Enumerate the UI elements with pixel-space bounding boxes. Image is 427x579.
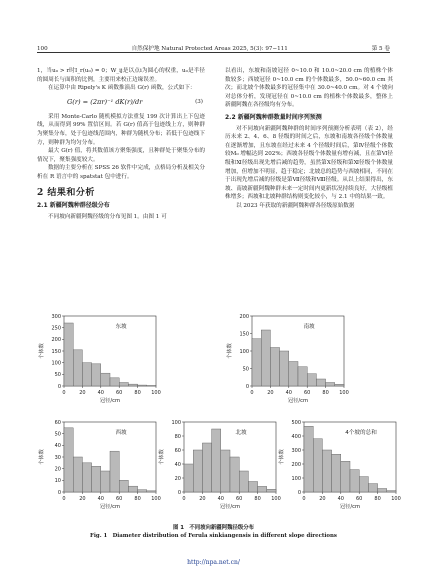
- paragraph: 数据的主要分析在 SPSS 26 软件中完成，点格局分析及相关分析在 R 语言中的 spatstat 包中进行。: [37, 165, 205, 180]
- histogram-bar: [82, 463, 91, 492]
- x-tick-label: 100: [339, 390, 349, 396]
- y-axis-label: 个体数: [159, 449, 165, 465]
- y-tick-label: 80: [174, 433, 181, 440]
- equation: [37, 93, 205, 113]
- x-axis-label: 冠径/cm: [287, 398, 309, 404]
- histogram-total: [278, 416, 402, 516]
- x-tick-label: 20: [267, 390, 274, 396]
- histogram-bar: [261, 330, 270, 386]
- histogram-bar: [332, 454, 341, 492]
- histogram-bar: [212, 429, 221, 492]
- y-tick-label: 20: [174, 475, 181, 482]
- histogram-bar: [119, 480, 128, 492]
- x-tick-label: 20: [79, 390, 86, 396]
- histogram-bar: [298, 367, 307, 386]
- x-tick-label: 80: [254, 496, 261, 502]
- histogram-bar: [64, 323, 73, 386]
- histogram-bar: [73, 350, 82, 386]
- histogram-bar: [239, 471, 248, 492]
- x-axis-label: 冠径/cm: [339, 504, 361, 510]
- histogram-bar: [341, 461, 350, 492]
- histogram-west: [38, 416, 162, 516]
- x-tick-label: 40: [97, 390, 104, 396]
- histogram-bar: [82, 363, 91, 386]
- x-tick-label: 40: [217, 496, 224, 502]
- y-tick-label: 30: [54, 454, 61, 461]
- figure-caption-cn: 图 1 不同坡向新疆阿魏径级分布: [172, 525, 255, 531]
- x-tick-label: 0: [62, 496, 66, 502]
- y-tick-label: 150: [51, 348, 61, 355]
- y-tick-label: 500: [291, 419, 301, 426]
- histogram-bar: [101, 471, 110, 492]
- x-tick-label: 80: [134, 496, 141, 502]
- paragraph: 不同坡向新疆阿魏径级的分布见图 1。由图 1 可: [48, 213, 167, 220]
- figure-caption-en: Fig. 1 Diameter distribution of Ferula sinkiangensis in different slope directions: [90, 533, 337, 539]
- histogram-bar: [378, 489, 387, 493]
- histogram-bar: [359, 477, 368, 492]
- histogram-bar: [313, 439, 322, 492]
- histogram-north: [158, 416, 282, 516]
- histogram-bar: [267, 489, 276, 492]
- x-tick-label: 60: [356, 496, 363, 502]
- y-tick-label: 200: [239, 313, 249, 320]
- y-axis-label: 个体数: [227, 343, 233, 359]
- histogram-bar: [193, 450, 202, 492]
- histogram-bar: [138, 490, 147, 492]
- y-tick-label: 300: [51, 313, 61, 320]
- histogram-bar: [258, 486, 267, 492]
- y-tick-label: 60: [54, 419, 61, 426]
- y-tick-label: 20: [54, 466, 61, 473]
- x-tick-label: 40: [337, 496, 344, 502]
- paragraph: 以 2023 年获取的新疆阿魏种群各径级原始数据: [236, 202, 355, 209]
- paragraph: 对不同坡向新疆阿魏种群的时间序列预测分析表明（表 2），经历未来 2、4、6、8 径级的时间之后，东坡和南坡各径级个体数量在逐渐增加，且东坡在经过未来 4 个径级时间后，第Ⅳ径级个体数较M₀ 增幅达到 202%；西坡各径级个体数量有增有减，且在第Ⅵ径级和Ⅺ径级出现先增后减的趋势，虽然第Ⅹ径级和第Ⅺ径级个体数量增加，但增加不明显，趋于稳定；北坡总的趋势与西坡相同，不同在于出现先增后减的径级是第Ⅶ径级和Ⅷ径级。从以上结果得出，东坡、南坡新疆阿魏种群未来一定时间内更新状况持续良好，大径级植株增多；西坡和北坡种群结构则变化较小，与 2.1 中的结果一致。: [225, 125, 393, 201]
- histogram-bar: [110, 378, 119, 386]
- y-tick-label: 50: [242, 366, 249, 373]
- x-tick-label: 0: [250, 390, 254, 396]
- section-heading: 2 结果和分析: [37, 187, 95, 198]
- journal-info: 自然保护地 Natural Protected Areas 2025, 5(3): 97−111: [131, 46, 288, 52]
- x-tick-label: 0: [302, 496, 306, 502]
- histogram-bar: [304, 426, 313, 492]
- histogram-bar: [184, 464, 193, 492]
- histogram-bar: [92, 466, 101, 492]
- histogram-bar: [322, 450, 331, 492]
- y-tick-label: 40: [54, 443, 61, 450]
- histogram-bar: [368, 484, 377, 492]
- equation-number: (3): [195, 99, 203, 106]
- histogram-bar: [326, 383, 335, 387]
- histogram-bar: [128, 384, 137, 386]
- histogram-bar: [92, 364, 101, 386]
- paragraph: 采用 Monte-Carlo 随机模拟方法重复 199 次计算出上下包迹线，从而得到 99% 置信区间。若 G(r) 值高于包迹线上方，则种群为聚集分布，处于包迹线范围内，种群为随机分布；若低于包迹线下方，则种群为均匀分布。: [37, 113, 205, 146]
- histogram-bar: [307, 374, 316, 386]
- x-tick-label: 80: [322, 390, 329, 396]
- equation-body: G(r) = (2πr)⁻¹ dK(r)/dr: [67, 98, 143, 107]
- histogram-bar: [230, 457, 239, 492]
- paragraph: 以看出，东坡和南坡冠径 0~10.0 和 10.0~20.0 cm 的植株个体数较多；西坡冠径 0~10.0 cm 的个体数最多，50.0~60.0 cm 其次；而北坡个体数最多的冠径集中在 30.0~40.0 cm。对 4 个坡向对总体分析，发现冠径在 0~10.0 cm 的植株个体数最多，整体上新疆阿魏在各径级均有分布。: [225, 68, 393, 109]
- y-tick-label: 0: [57, 489, 61, 496]
- histogram-bar: [316, 379, 325, 386]
- y-axis-label: 个体数: [39, 449, 45, 465]
- chart-title: 4个坡的总和: [345, 430, 377, 436]
- histogram-bar: [138, 385, 147, 386]
- chart-title: 南坡: [303, 324, 315, 330]
- x-tick-label: 0: [62, 390, 66, 396]
- page-header: [37, 40, 390, 53]
- histogram-south: [226, 310, 350, 410]
- page-number: 100: [37, 46, 48, 52]
- x-tick-label: 100: [151, 496, 161, 502]
- y-axis-label: 个体数: [39, 343, 45, 359]
- paragraph: 1，当u₀ > r时I_r(u₀) = 0；W_ij是以点i为圆心的权重，u₀是半径的圆周长与面积的比例，主要用来校正边缘误差。: [37, 68, 205, 83]
- footer-url[interactable]: http://npa.net.cn/: [187, 559, 240, 566]
- y-tick-label: 10: [54, 478, 61, 485]
- x-tick-label: 80: [134, 390, 141, 396]
- y-tick-label: 400: [291, 433, 301, 440]
- x-tick-label: 100: [391, 496, 401, 502]
- paragraph: 最大 G(r) 值，将其数值该方聚集强度，且种群处于聚集分布的情况下，聚集强度较大。: [37, 148, 205, 163]
- histogram-bar: [335, 384, 344, 386]
- x-tick-label: 60: [304, 390, 311, 396]
- y-tick-label: 40: [174, 461, 181, 468]
- right-column: [225, 67, 393, 211]
- x-tick-label: 100: [151, 390, 161, 396]
- histogram-bar: [289, 362, 298, 387]
- y-tick-label: 100: [239, 348, 249, 355]
- x-tick-label: 20: [319, 496, 326, 502]
- chart-title: 北坡: [235, 430, 247, 436]
- histogram-east: [38, 310, 162, 410]
- x-tick-label: 40: [97, 496, 104, 502]
- histogram-bar: [128, 486, 137, 492]
- paragraph: 在运算中由 Ripely's K 函数推演出 G(r) 函数，公式如下：: [48, 85, 196, 92]
- histogram-bar: [252, 339, 261, 386]
- histogram-bar: [110, 451, 119, 492]
- subsection-heading: 2.2 新疆阿魏种群数量时间序列预测: [225, 113, 322, 121]
- y-tick-label: 0: [177, 489, 181, 496]
- x-tick-label: 60: [236, 496, 243, 502]
- y-tick-label: 100: [51, 360, 61, 367]
- x-axis-label: 冠径/cm: [219, 504, 241, 510]
- histogram-bar: [270, 348, 279, 387]
- y-tick-label: 300: [291, 447, 301, 454]
- y-tick-label: 50: [54, 431, 61, 438]
- y-tick-label: 200: [291, 461, 301, 468]
- x-tick-label: 40: [285, 390, 292, 396]
- histogram-bar: [101, 373, 110, 386]
- y-tick-label: 200: [51, 337, 61, 344]
- x-tick-label: 100: [271, 496, 281, 502]
- histogram-bar: [221, 450, 230, 492]
- y-axis-label: 个体数: [279, 449, 285, 465]
- x-tick-label: 80: [374, 496, 381, 502]
- histogram-bar: [64, 428, 73, 492]
- histogram-bar: [387, 491, 396, 492]
- x-tick-label: 20: [79, 496, 86, 502]
- x-tick-label: 0: [182, 496, 186, 502]
- y-tick-label: 150: [239, 331, 249, 338]
- histogram-bar: [202, 443, 211, 492]
- volume-info: 第 5 卷: [371, 46, 390, 52]
- x-axis-label: 冠径/cm: [99, 398, 121, 404]
- histogram-bar: [280, 351, 289, 386]
- y-tick-label: 50: [54, 372, 61, 379]
- histogram-bar: [147, 491, 156, 492]
- y-tick-label: 0: [57, 383, 61, 390]
- chart-title: 西坡: [115, 430, 127, 436]
- histogram-bar: [248, 482, 257, 493]
- x-tick-label: 20: [199, 496, 206, 502]
- y-tick-label: 0: [297, 489, 301, 496]
- x-axis-label: 冠径/cm: [99, 504, 121, 510]
- y-tick-label: 100: [291, 475, 301, 482]
- left-column: [37, 67, 205, 221]
- y-tick-label: 250: [51, 325, 61, 332]
- y-tick-label: 0: [245, 383, 249, 390]
- histogram-bar: [119, 383, 128, 387]
- histogram-bar: [350, 470, 359, 492]
- y-tick-label: 100: [171, 419, 181, 426]
- x-tick-label: 60: [116, 390, 123, 396]
- histogram-bar: [73, 457, 82, 492]
- subsection-heading: 2.1 新疆阿魏种群径级分布: [37, 202, 110, 210]
- y-tick-label: 60: [174, 447, 181, 454]
- chart-title: 东坡: [115, 324, 127, 330]
- x-tick-label: 60: [116, 496, 123, 502]
